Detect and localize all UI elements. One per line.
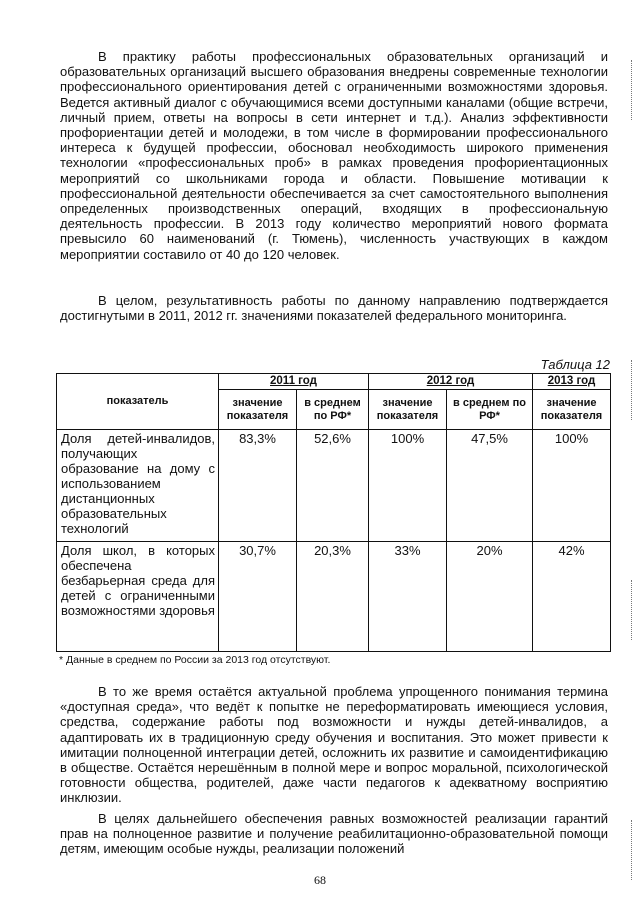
paragraph-text: В то же время остаётся актуальной проблема упрощенного понимания термина «доступная среда», что ведёт к попытке не переформатировать имеющиеся условия, средства, содержание работы под возможности и нужды детей-инвалидов, а адаптировать их в традиционную среду обучения и воспитания. Это может привести к имитации полноценной интеграции детей, осложнить их развитие и самоидентификацию в обществе. Остаётся нерешённым в полной мере и вопрос моральной, психологической готовности общества, родителей, даже части педагогов к адекватному восприятию инклюзии. — [60, 684, 608, 806]
scan-edge-mark — [631, 360, 636, 420]
cell-avg-2011: 20,3% — [297, 542, 369, 652]
header-year-2012: 2012 год — [369, 374, 533, 390]
cell-avg-2011: 52,6% — [297, 430, 369, 542]
header-value-2013: значение показателя — [533, 390, 611, 430]
scan-edge-mark — [631, 60, 636, 120]
cell-value-2012: 100% — [369, 430, 447, 542]
header-year-2011: 2011 год — [219, 374, 369, 390]
cell-avg-2012: 20% — [447, 542, 533, 652]
page-number: 68 — [314, 873, 326, 887]
monitoring-table — [56, 373, 611, 652]
cell-value-2012: 33% — [369, 542, 447, 652]
cell-value-2011: 83,3% — [219, 430, 297, 542]
row-label: Доля школ, в которых обеспечена безбарьерная среда для детей с ограниченными возможностями здоровья — [57, 542, 219, 652]
row-label: Доля детей-инвалидов, получающих образование на дому с использованием дистанционных образовательных технологий — [57, 430, 219, 542]
paragraph-results — [60, 293, 608, 323]
cell-value-2013: 100% — [533, 430, 611, 542]
header-avg-2011: в среднем по РФ* — [297, 390, 369, 430]
paragraph-career-guidance — [60, 49, 608, 262]
paragraph-text: В практику работы профессиональных образовательных организаций и образовательных организаций высшего образования внедрены современные технологии профессионального ориентирования детей с ограниченными возможностями здоровья. Ведется активный диалог с обучающимися всеми доступными каналами (общие встречи, личный прием, ответы на вопросы в сети интернет и т.д.). Анализ эффективности профориентации детей и молодежи, в том числе в формировании профессионального интереса к будущей профессии, обосновал необходимость широкого применения технологии «профессиональных проб» в рамках проведения профориентационных мероприятий со школьниками города и области. Повышение мотивации к профессиональной деятельности обеспечивается за счет самостоятельного выполнения определенных производственных операций, входящих в профессиональную деятельность профессии. В 2013 году количество мероприятий нового формата превысило 60 наименований (г. Тюмень), численность участвующих в каждом мероприятии составило от 40 до 120 человек. — [60, 49, 608, 262]
cell-avg-2012: 47,5% — [447, 430, 533, 542]
table-row — [57, 542, 611, 652]
header-value-2012: значение показателя — [369, 390, 447, 430]
paragraph-text: В целом, результативность работы по данному направлению подтверждается достигнутыми в 2011, 2012 гг. значениями показателей федерального мониторинга. — [60, 293, 608, 324]
table-footnote: * Данные в среднем по России за 2013 год отсутствуют. — [59, 654, 331, 666]
table-caption: Таблица 12 — [540, 357, 610, 372]
paragraph-equal-opportunities — [60, 811, 608, 857]
header-avg-2012: в среднем по РФ* — [447, 390, 533, 430]
scan-edge-mark — [631, 820, 636, 880]
table-row — [57, 430, 611, 542]
header-value-2011: значение показателя — [219, 390, 297, 430]
paragraph-accessible-environment — [60, 684, 608, 806]
cell-value-2011: 30,7% — [219, 542, 297, 652]
cell-value-2013: 42% — [533, 542, 611, 652]
scan-edge-mark — [631, 580, 636, 640]
header-indicator: показатель — [57, 374, 219, 430]
paragraph-text: В целях дальнейшего обеспечения равных возможностей реализации гарантий прав на полноценное развитие и получение реабилитационно-образовательной помощи детям, имеющим особые нужды, реализации положений — [60, 811, 608, 857]
header-year-2013: 2013 год — [533, 374, 611, 390]
